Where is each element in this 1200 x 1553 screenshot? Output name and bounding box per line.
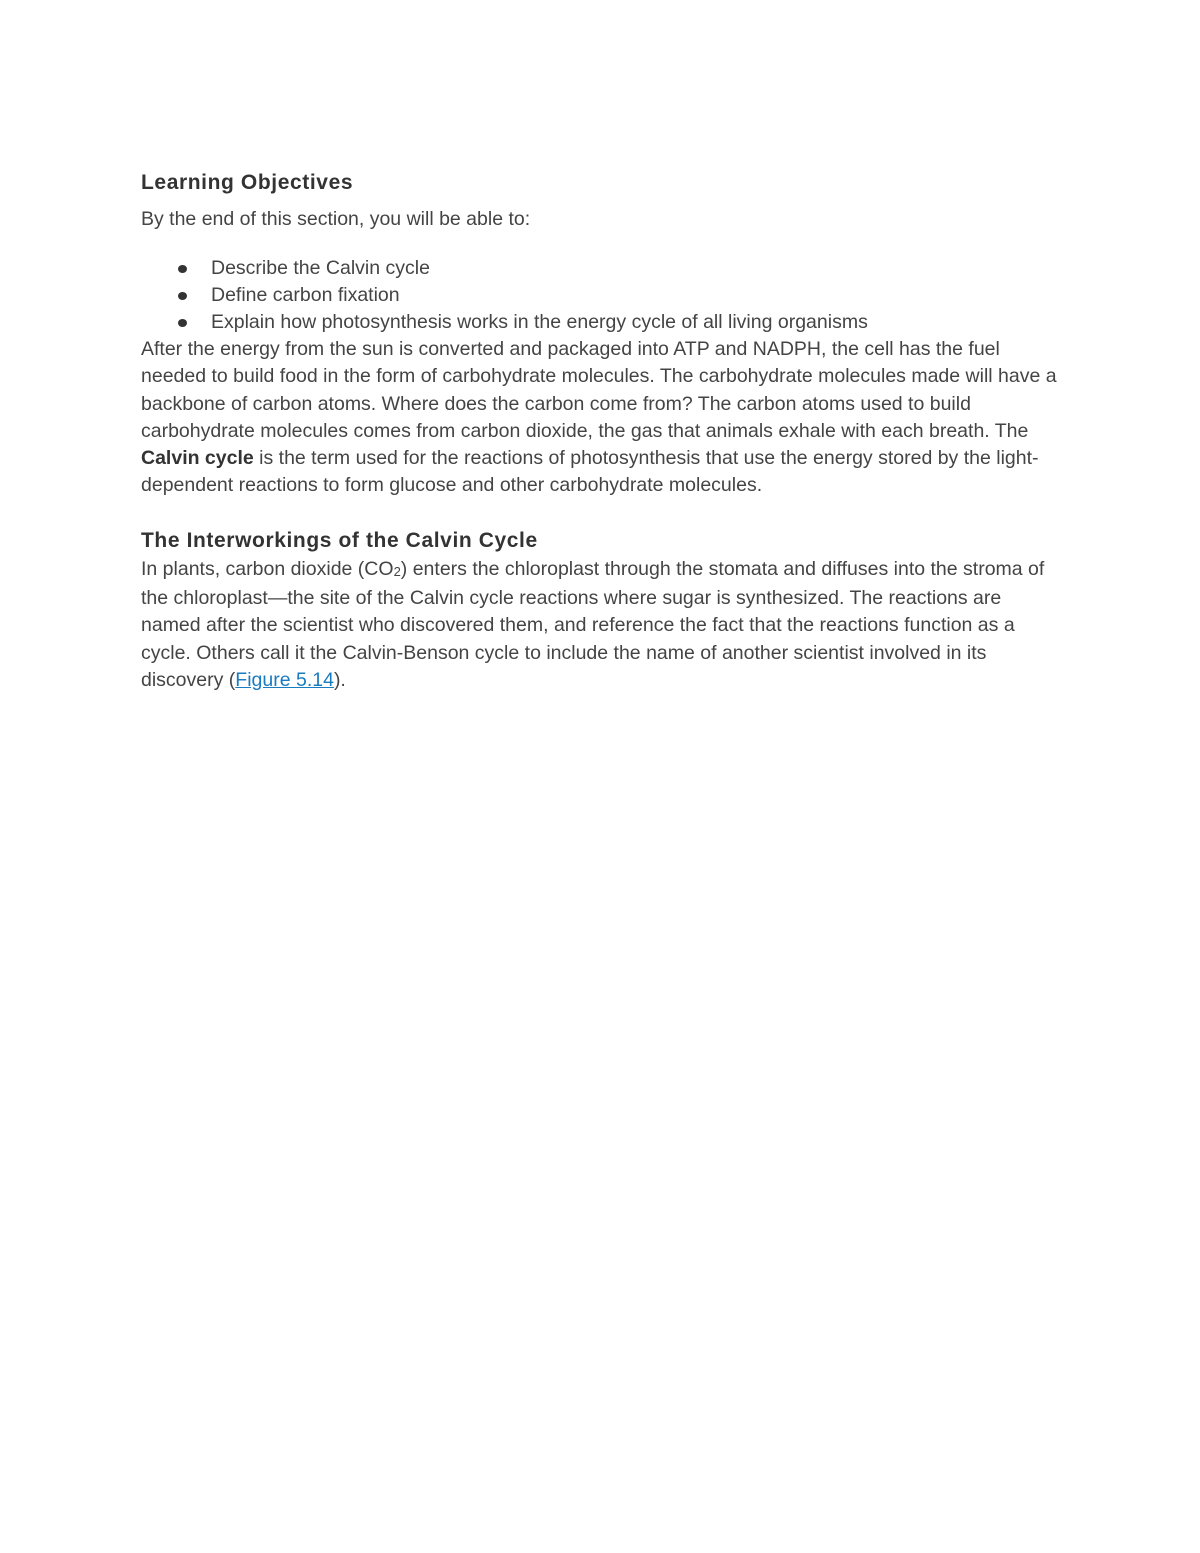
figure-link[interactable]: Figure 5.14	[235, 668, 334, 691]
paragraph-text: After the energy from the sun is converted and packaged into ATP and NADPH, the cell has the fuel needed to build food in the form of carbohydrate molecules. The carbohydrate molecules made will have a backbone of carbon atoms. Where does the carbon come from? The carbon atoms used to build carbohydrate molecules comes from carbon dioxide, the gas that animals exhale with each breath. The	[141, 338, 1057, 442]
objectives-list	[141, 255, 1061, 336]
objective-text: Describe the Calvin cycle	[211, 257, 430, 279]
list-item	[141, 282, 1061, 309]
interworkings-heading: The Interworkings of the Calvin Cycle	[141, 528, 538, 552]
paragraph-text: In plants, carbon dioxide (CO	[141, 557, 394, 580]
bullet-icon	[178, 292, 187, 300]
co2-subscript: 2	[393, 563, 401, 579]
paragraph-text: ) enters the chloroplast through the stomata and diffuses into the stroma of the chloroplast—the site of the Calvin cycle reactions where sugar is synthesized. The reactions are named after the scientist who discovered them, and reference the fact that the reactions function as a cycle. Others call it the Calvin-Benson cycle to include the name of another scientist involved in its discovery (	[141, 557, 1045, 691]
calvin-cycle-term: Calvin cycle	[141, 447, 254, 470]
calvin-intro-paragraph	[141, 336, 1061, 500]
bullet-icon	[178, 319, 187, 327]
list-item	[141, 309, 1061, 336]
objectives-intro: By the end of this section, you will be able to:	[141, 208, 531, 230]
list-item	[141, 255, 1061, 282]
document-page	[141, 168, 1061, 694]
paragraph-text: is the term used for the reactions of photosynthesis that use the energy stored by the light-dependent reactions to form glucose and other carbohydrate molecules.	[141, 447, 1039, 497]
paragraph-text: ).	[333, 668, 346, 691]
objective-text: Explain how photosynthesis works in the energy cycle of all living organisms	[211, 311, 868, 333]
objective-text: Define carbon fixation	[211, 284, 400, 306]
interworkings-paragraph	[141, 556, 1061, 694]
bullet-icon	[178, 265, 187, 273]
learning-objectives-heading: Learning Objectives	[141, 171, 354, 194]
